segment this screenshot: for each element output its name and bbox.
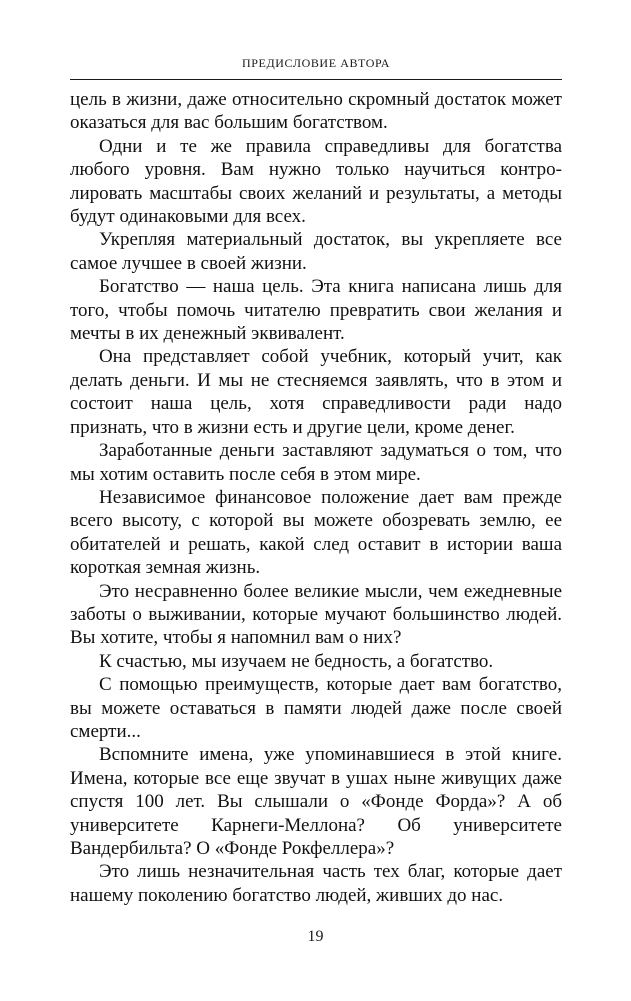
paragraph: Это несравненно более великие мысли, чем ежедневные заботы о выживании, которые мучают большинство людей. Вы хотите, чтобы я напомнил вам о них? — [70, 580, 562, 649]
paragraph: Укрепляя материальный достаток, вы укрепляете все самое лучшее в своей жизни. — [70, 229, 562, 274]
paragraph: Независимое финансовое положение дает вам прежде всего высоту, с которой вы можете обозревать землю, ее обитателей и решать, какой след оставит в истории ваша короткая земная жизнь. — [70, 486, 562, 579]
paragraph: Заработанные деньги заставляют задуматься о том, что мы хотим оставить после себя в этом мире. — [70, 440, 562, 485]
paragraph: Одни и те же правила справедливы для богатства любого уровня. Вам нужно только научиться контролировать масштабы своих желаний и результаты, а методы будут одинаковыми для всех. — [70, 135, 562, 228]
body-text — [70, 88, 562, 907]
page-number: 19 — [307, 928, 324, 945]
paragraph: С помощью преимуществ, которые дает вам богатство, вы можете оставаться в памяти людей даже после своей смерти... — [70, 674, 562, 742]
paragraph: Это лишь незначительная часть тех благ, которые дает нашему поколению богатство людей, живших до нас. — [70, 861, 562, 906]
paragraph: К счастью, мы изучаем не бедность, а богатство. — [99, 650, 494, 672]
running-head: ПРЕДИСЛОВИЕ АВТОРА — [242, 56, 390, 70]
paragraph-continued: цель в жизни, даже относительно скромный достаток может оказаться для вас большим богатством. — [70, 89, 562, 134]
paragraph: Она представляет собой учебник, который учит, как делать деньги. И мы не стесняемся заявлять, что в этом и состоит наша цель, хотя справедливости ради надо признать, что в жизни есть и другие цели, кроме денег. — [70, 346, 562, 438]
paragraph: Богатство — наша цель. Эта книга написана лишь для того, чтобы помочь читателю превратить свои желания и мечты в их денежный эквивалент. — [70, 276, 562, 345]
header-rule — [70, 79, 562, 80]
paragraph: Вспомните имена, уже упоминавшиеся в этой книге. Имена, которые все еще звучат в ушах ныне живущих даже спустя 100 лет. Вы слышали о «Фонде Форда»? А об университете Карнеги-Меллона? Об университете Вандербильта? О «Фонде Рокфеллера»? — [70, 744, 562, 859]
